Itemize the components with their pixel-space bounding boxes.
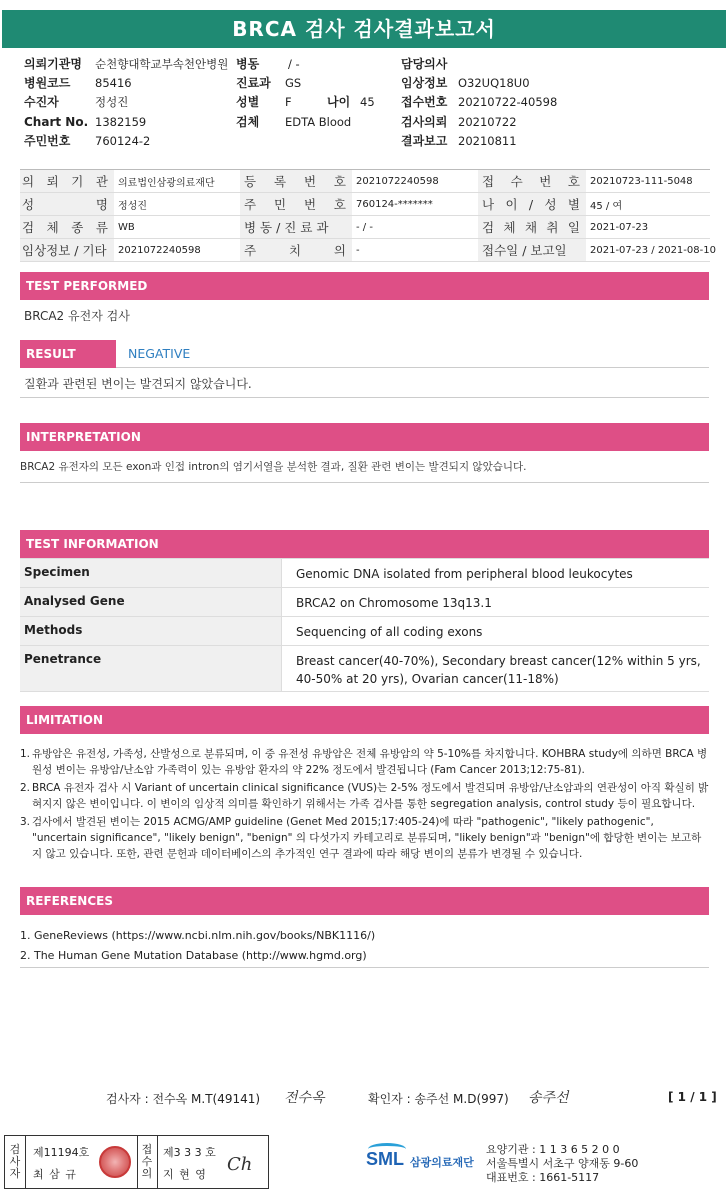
label-requesting-institution [20,170,114,192]
references-list [20,926,710,966]
label-ward: 병동 [236,57,260,71]
ti-value-line: Breast cancer(40-70%), Secondary breast cancer(12% within 5 yrs, [296,654,701,668]
reference-item: 1. GeneReviews (https://www.ncbi.nlm.nih.gov/books/NBK1116/) [20,929,376,942]
value-institution: 순천향대학교부속천안병원 [95,57,229,71]
char: 취 [546,220,559,235]
value-specimen-type: WB [118,221,135,233]
char: 관 [95,174,108,189]
report-title: BRCA 검사 검사결과보고서 [2,10,726,48]
value-clinical-info: O32UQ18U0 [458,76,530,90]
char: 번 [539,174,552,189]
value-hospital-code: 85416 [95,76,132,90]
char: 등 [244,174,257,189]
info-row-1 [20,170,710,193]
institution-line: 요양기관 : 1 1 3 6 5 2 0 0 [486,1143,620,1156]
info-row-4 [20,239,716,262]
ti-value: BRCA2 on Chromosome 13q13.1 [296,596,492,610]
item-text: 검사에서 발견된 변이는 2015 ACMG/AMP guideline (Genet Med 2015;17:405-24)에 따라 "pathogenic", "likely pathogenic", "uncertain significance", "likely benign", "benign" 의 다섯가지 카테고리로 분류되며, "likely benign"과 "benign"에 합당한 변이는 보고하지 않고 있습니다. 또한, 관련 문헌과 데이터베이스의 추가적인 연구 결과에 따라 해당 변이의 분류가 변경될 수 있습니다. [32,816,702,860]
test-information-table [20,558,709,692]
char: / [528,196,534,212]
value-chart-no: 1382159 [95,115,147,129]
char: 번 [303,174,317,189]
header-row-1 [0,55,728,73]
label-clinical-other: 임상정보 / 기타 [20,239,114,261]
char: 접 [141,1143,153,1156]
value-attending-physician: - [356,244,360,256]
label-resident-number [240,193,352,215]
label-registration-no [240,170,352,192]
ti-key: Specimen [20,559,282,587]
value-resident-number: 760124-******* [356,198,433,210]
value-collection-date: 2021-07-23 [590,221,649,233]
confirmer-label: 확인자 : 송주선 M.D(997) [368,1092,509,1106]
section-test-information: TEST INFORMATION [20,530,709,558]
char: 번 [303,197,317,212]
char: 록 [273,174,287,189]
report-header [0,52,728,152]
value-ward-department: - / - [356,221,373,233]
page-indicator: [ 1 / 1 ] [668,1090,717,1104]
header-row-3 [0,93,728,111]
value-age: 45 [360,95,375,109]
ti-key: Analysed Gene [20,588,282,616]
reference-item: 2. The Human Gene Mutation Database (http://www.hgmd.org) [20,949,367,962]
divider [20,397,709,398]
label-chart-no: Chart No. [24,115,89,129]
char: 의 [22,174,35,189]
label-clinical-info: 임상정보 [401,76,448,90]
label-accession-no [478,170,586,192]
char: 검 [9,1143,21,1156]
char: 별 [567,197,580,212]
char: 접 [482,174,495,189]
char: 성 [544,197,557,212]
char: 민 [273,197,287,212]
value-resident-no: 760124-2 [95,134,151,148]
limitation-list [20,746,710,864]
char: 체 [503,220,516,235]
info-row-2 [20,193,710,216]
char: 주 [244,243,257,258]
list-item [20,814,710,862]
ti-row-penetrance [20,646,709,692]
char: 나 [482,197,495,212]
value-age-sex: 45 / 여 [590,200,623,212]
list-item [20,780,710,812]
value-patient: 정성진 [95,95,129,109]
label-age-sex [478,193,586,215]
result-label: RESULT [20,340,116,368]
label-institution: 의뢰기관명 [24,57,82,71]
logo-mark: SML [366,1149,404,1169]
divider [25,1136,26,1188]
certification-box [4,1135,269,1189]
institution-info [486,1143,638,1185]
label-name [20,193,114,215]
char: 종 [71,220,84,235]
ti-value: Sequencing of all coding exons [296,625,483,639]
value-receipt-no: 20210722-40598 [458,95,558,109]
char: 채 [524,220,538,235]
section-references: REFERENCES [20,887,709,915]
ti-row-gene [20,588,709,617]
test-performed-text: BRCA2 유전자 검사 [24,309,130,323]
label-doctor: 담당의사 [401,57,448,71]
institution-line: 서울특별시 서초구 양재동 9-60 [486,1157,639,1170]
value-specimen: EDTA Blood [285,115,352,129]
value-registration-no: 2021072240598 [356,175,439,187]
value-accession-no: 20210723-111-5048 [590,175,693,187]
result-text: 질환과 관련된 변이는 발견되지 않았습니다. [24,377,252,391]
section-test-performed: TEST PERFORMED [20,272,709,300]
char: 의 [141,1167,153,1180]
char: 이 [505,197,518,212]
value-department: GS [285,76,302,90]
item-number: 2. [20,782,31,794]
section-interpretation: INTERPRETATION [20,423,709,451]
label-resident-no: 주민번호 [24,134,71,148]
receiver-signature: Ch [227,1154,253,1175]
receiver-number: 제3 3 3 호 [163,1146,216,1159]
receiver-name: 지 현 영 [163,1168,207,1181]
institution-line: 대표번호 : 1661-5117 [486,1171,600,1184]
ti-row-methods [20,617,709,646]
label-department: 진료과 [236,76,271,90]
char: 자 [9,1167,21,1180]
official-seal-icon [99,1146,131,1178]
header-row-5 [0,132,728,150]
tester-signature: 전수옥 [284,1090,325,1106]
char: 치 [288,243,302,258]
label-specimen: 검체 [236,115,260,129]
label-receiver [141,1144,153,1180]
value-sex: F [285,95,292,109]
examiner-number: 제11194호 [33,1146,90,1159]
char: 수 [510,174,523,189]
char: 수 [141,1155,153,1168]
divider [157,1136,158,1188]
char: 일 [567,220,580,235]
logo-name: 삼광의료재단 [410,1156,474,1169]
label-receipt-report-date: 접수일 / 보고일 [478,239,586,261]
label-hospital-code: 병원코드 [24,76,71,90]
confirmer-signature: 송주선 [528,1090,569,1106]
result-value: NEGATIVE [128,346,191,361]
label-patient: 수진자 [24,95,59,109]
divider [137,1136,138,1188]
value-name: 정성진 [118,200,147,212]
value-ward: / - [288,57,300,71]
label-report-date: 결과보고 [401,134,448,148]
value-report-date: 20210811 [458,134,517,148]
char: 성 [22,197,35,212]
char: 호 [333,197,346,212]
char: 호 [333,174,346,189]
label-specimen-type [20,216,114,238]
char: 주 [244,197,257,212]
char: 검 [482,220,495,235]
item-number: 1. [20,748,31,760]
value-clinical-other: 2021072240598 [118,244,201,256]
result-bar [20,340,709,368]
header-row-4 [0,113,728,131]
sml-logo [366,1143,478,1179]
interpretation-text: BRCA2 유전자의 모든 exon과 인접 intron의 염기서열을 분석한 결과, 질환 관련 변이는 발견되지 않았습니다. [20,461,527,473]
char: 호 [567,174,580,189]
header-row-2 [0,74,728,92]
char: 체 [46,220,59,235]
ti-value: Genomic DNA isolated from peripheral blood leukocytes [296,567,633,581]
value-requesting-institution: 의료법인삼광의료재단 [118,177,215,189]
patient-info-table [20,169,716,262]
label-collection-date [478,216,586,238]
examiner-name: 최 삼 규 [33,1168,77,1181]
label-examiner [9,1144,21,1180]
item-text: 유방암은 유전성, 가족성, 산발성으로 분류되며, 이 중 유전성 유방암은 전체 유방암의 약 5-10%를 차지합니다. KOHBRA study에 의하면 BRCA 병원성 변이는 유방암/난소암 가족력이 있는 유방암 환자의 약 22% 정도에서 발견됩니다 (Fam Cancer 2013;12:75-81). [32,748,708,776]
label-attending-physician [240,239,352,261]
label-request-date: 검사의뢰 [401,115,448,129]
ti-value-line: 40-50% at 20 yrs), Ovarian cancer(11-18%) [296,672,559,686]
ti-key: Methods [20,617,282,645]
ti-row-specimen [20,559,709,588]
value-receipt-report-date: 2021-07-23 / 2021-08-10 [590,244,716,256]
item-text: BRCA 유전자 검사 시 Variant of uncertain clinical significance (VUS)는 2-5% 정도에서 발견되며 유방암/난소암과의 연관성이 아직 확실히 밝혀지지 않은 변이입니다. 이 변이의 임상적 의미를 확인하기 위해서는 가족 검사를 통한 segregation analysis, control study 등이 필요합니다. [32,782,709,810]
ti-value [282,646,709,691]
section-limitation: LIMITATION [20,706,709,734]
label-age: 나이 [327,95,351,109]
list-item [20,746,710,778]
divider [20,482,709,483]
char: 류 [95,220,108,235]
item-number: 3. [20,816,31,828]
ti-key: Penetrance [20,646,282,691]
char: 기 [71,174,84,189]
value-request-date: 20210722 [458,115,517,129]
char: 뢰 [46,174,59,189]
label-sex: 성별 [236,95,260,109]
divider [20,967,709,968]
char: 사 [9,1155,21,1168]
label-ward-department: 병 동 / 진 료 과 [240,216,352,238]
tester-label: 검사자 : 전수옥 M.T(49141) [106,1092,261,1106]
label-receipt-no: 접수번호 [401,95,448,109]
char: 의 [333,243,346,258]
char: 명 [95,197,108,212]
info-row-3 [20,216,710,239]
char: 검 [22,220,35,235]
